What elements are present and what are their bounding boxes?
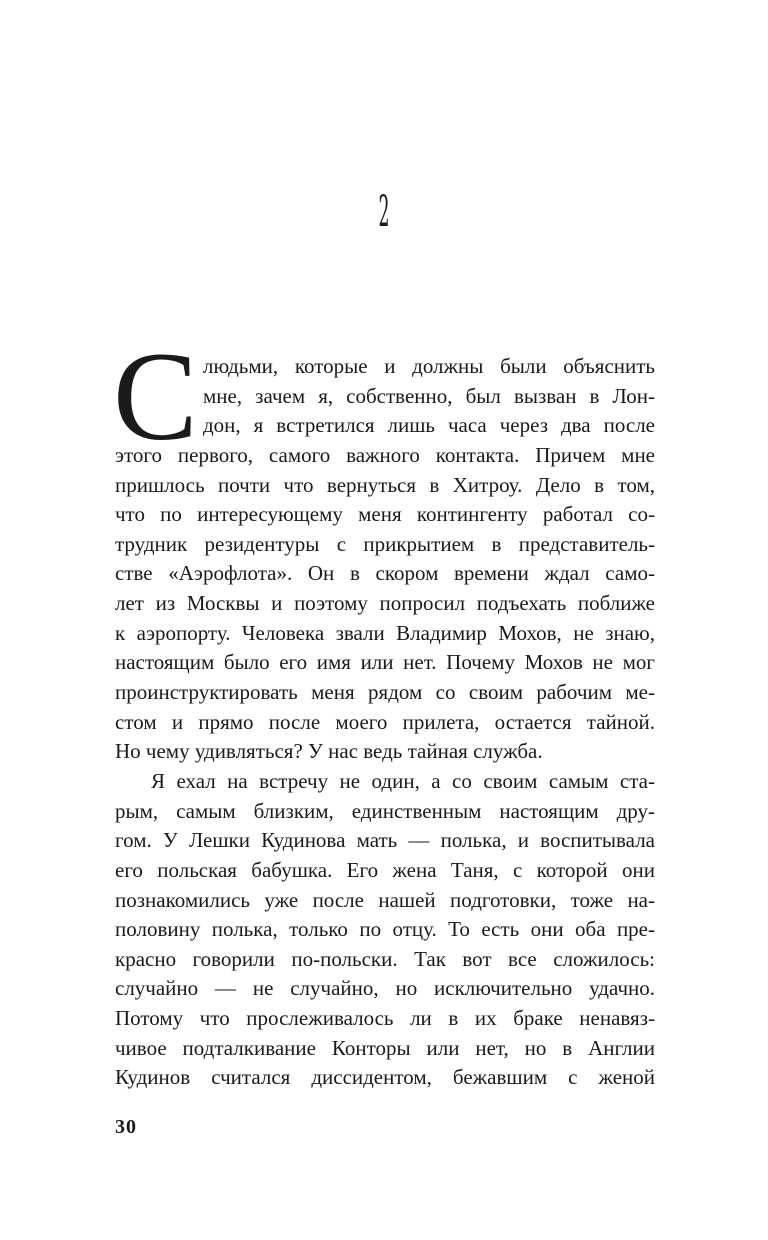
text-line: рым, самым близким, единственным настоящим дру-: [115, 798, 655, 823]
text-line: настоящим было его имя или нет. Почему Мохов не мог: [115, 650, 655, 675]
text-line: случайно — не случайно, но исключительно удачно.: [115, 976, 655, 1001]
text-line: мне, зачем я, собственно, был вызван в Лон-: [203, 383, 655, 408]
text-line: красно говорили по-польски. Так вот все сложилось:: [115, 946, 655, 971]
text-line: познакомились уже после нашей подготовки, тоже на-: [115, 887, 655, 912]
paragraph: [113, 327, 655, 767]
text-line: этого первого, самого важного контакта. Причем мне: [115, 442, 655, 467]
text-line: пришлось почти что вернуться в Хитроу. Дело в том,: [115, 472, 655, 497]
text-line: стве «Аэрофлота». Он в скором времени ждал само-: [115, 561, 655, 586]
text-line: трудник резидентуры с прикрытием в представитель-: [115, 531, 655, 556]
text-body: [113, 327, 655, 1093]
drop-cap: С: [113, 327, 198, 467]
text-line: Я ехал на встречу не один, а со своим самым ста-: [151, 768, 655, 793]
paragraph: [115, 767, 655, 1093]
text-line: лет из Москвы и поэтому попросил подъехать поближе: [115, 591, 655, 616]
text-line: Но чему удивляться? У нас ведь тайная служба.: [115, 739, 543, 764]
text-line: что по интересующему меня контингенту работал со-: [115, 502, 655, 527]
text-line: Потому что прослеживалось ли в их браке ненавяз-: [115, 1006, 655, 1031]
text-line: проинструктировать меня рядом со своим рабочим ме-: [115, 680, 655, 705]
text-line: Кудинов считался диссидентом, бежавшим с женой: [115, 1065, 655, 1090]
text-line: людьми, которые и должны были объяснить: [203, 354, 655, 378]
text-line: половину полька, только по отцу. То есть они оба пре-: [115, 917, 655, 942]
chapter-number: 2: [378, 187, 390, 237]
text-line: дон, я встретился лишь часа через два после: [203, 413, 655, 438]
page-number: 30: [115, 1116, 137, 1138]
text-line: стом и прямо после моего прилета, остается тайной.: [115, 709, 655, 734]
text-line: к аэропорту. Человека звали Владимир Мохов, не знаю,: [115, 620, 655, 645]
text-line: гом. У Лешки Кудинова мать — полька, и воспитывала: [115, 828, 655, 853]
text-line: чивое подталкивание Конторы или нет, но в Англии: [115, 1035, 655, 1060]
text-line: его польская бабушка. Его жена Таня, с которой они: [115, 857, 655, 882]
